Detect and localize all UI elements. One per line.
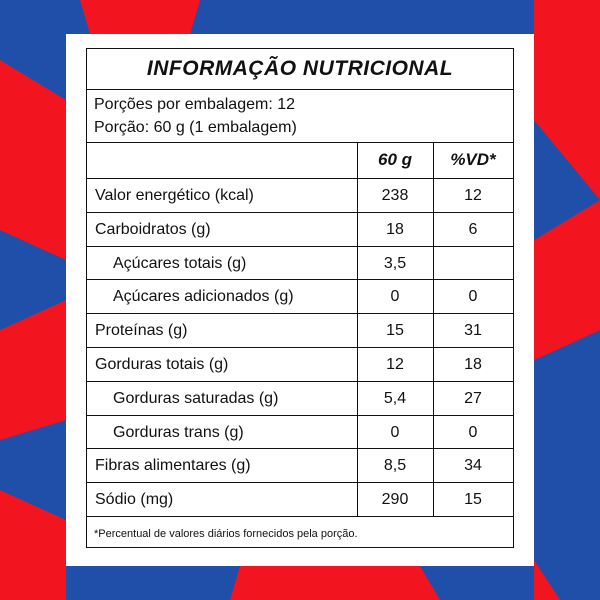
- nutrient-daily-value: 15: [464, 491, 482, 509]
- serving-size: Porção: 60 g (1 embalagem): [94, 119, 297, 136]
- nutrient-amount: 18: [386, 220, 404, 238]
- table-row: [87, 212, 513, 246]
- nutrient-name: Gorduras trans (g): [113, 423, 244, 441]
- divider: [87, 89, 513, 90]
- column-header-amount: 60 g: [377, 150, 413, 169]
- table-row: [87, 246, 513, 280]
- nutrient-name: Proteínas (g): [95, 322, 188, 340]
- nutrient-amount: 238: [381, 187, 409, 204]
- nutrient-name: Gorduras saturadas (g): [113, 389, 279, 407]
- table-row: [87, 415, 513, 449]
- table-row: [87, 448, 513, 482]
- nutrition-label-card: [66, 34, 534, 566]
- nutrient-daily-value: 6: [468, 220, 478, 238]
- nutrient-name: Açúcares adicionados (g): [113, 288, 294, 306]
- nutrient-amount: 8,5: [383, 457, 407, 475]
- footnote: *Percentual de valores diários fornecidos pela porção.: [94, 528, 358, 540]
- table-title: INFORMAÇÃO NUTRICIONAL: [146, 57, 454, 80]
- nutrient-daily-value: 12: [464, 187, 482, 204]
- servings-per-package: Porções por embalagem: 12: [94, 96, 295, 113]
- table-row: [87, 279, 513, 313]
- nutrient-name: Açúcares totais (g): [113, 254, 247, 272]
- nutrient-daily-value: 31: [464, 322, 482, 340]
- nutrient-amount: 12: [386, 356, 404, 373]
- column-header-dv: %VD*: [450, 150, 496, 169]
- divider: [87, 516, 513, 517]
- nutrient-name: Carboidratos (g): [95, 220, 211, 238]
- nutrient-daily-value: 18: [464, 356, 482, 373]
- table-row: [87, 178, 513, 212]
- table-row: [87, 381, 513, 415]
- nutrient-amount: 5,4: [383, 389, 407, 407]
- nutrient-daily-value: 0: [468, 423, 478, 441]
- nutrient-amount: 15: [386, 322, 404, 340]
- nutrient-name: Sódio (mg): [95, 491, 174, 509]
- nutrient-amount: 3,5: [383, 254, 407, 272]
- table-row: [87, 313, 513, 347]
- nutrient-amount: 290: [381, 491, 409, 509]
- table-row: [87, 347, 513, 381]
- table-row: [87, 482, 513, 516]
- nutrient-name: Fibras alimentares (g): [95, 457, 251, 475]
- nutrient-amount: 0: [390, 423, 400, 441]
- divider: [87, 142, 513, 143]
- nutrition-table: [86, 48, 514, 548]
- nutrient-daily-value: 34: [464, 457, 482, 475]
- nutrient-daily-value: 0: [468, 288, 478, 306]
- nutrient-name: Valor energético (kcal): [95, 187, 254, 204]
- nutrient-amount: 0: [390, 288, 400, 306]
- nutrient-name: Gorduras totais (g): [95, 356, 229, 373]
- nutrient-daily-value: 27: [464, 389, 482, 407]
